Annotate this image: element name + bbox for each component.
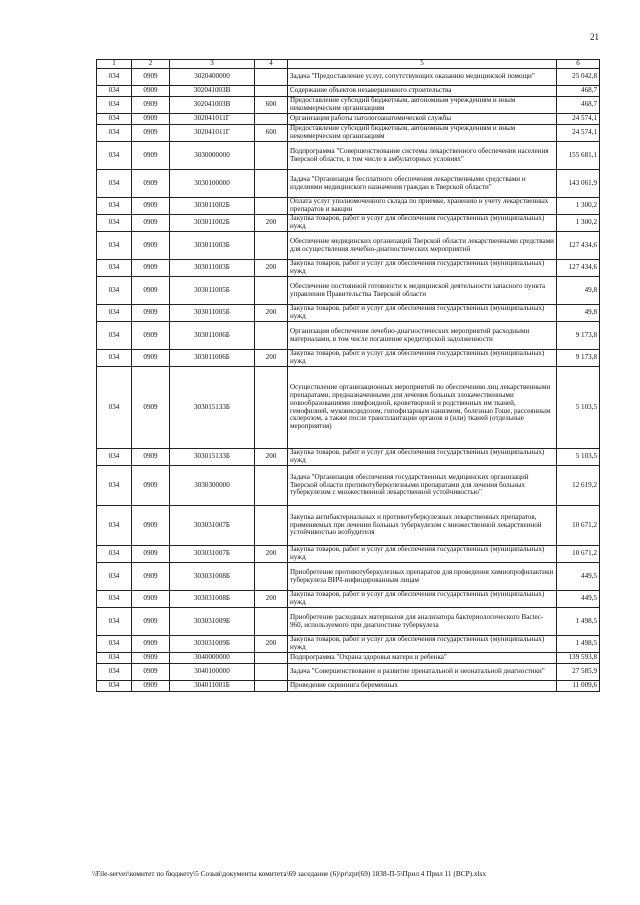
cell-c5: Закупка товаров, работ и услуг для обеспечения государственных (муниципальных) нужд: [288, 350, 557, 367]
cell-c1: 034: [97, 681, 132, 692]
cell-c4: [255, 86, 288, 97]
cell-c1: 034: [97, 322, 132, 350]
cell-c4: [255, 653, 288, 664]
cell-c5: Задача "Организация бесплатного обеспечения лекарственными средствами и изделиями медицинского назначения граждан в Тверской области": [288, 170, 557, 198]
cell-c6: 1 300,2: [557, 198, 600, 215]
cell-c3: 3040100000: [170, 664, 255, 681]
cell-c4: [255, 681, 288, 692]
cell-c4: [255, 198, 288, 215]
cell-c2: 0909: [132, 125, 170, 142]
footer-file-path: \\File-server\комитет по бюджету\5 Созыв\документы комитета\69 заседание (6)\pr\zpr(69) 1838-П-5\Прил 4 Прил 11 (ВСР).xlsx: [92, 869, 487, 878]
cell-c2: 0909: [132, 114, 170, 125]
cell-c2: 0909: [132, 563, 170, 591]
table-row: [97, 449, 600, 466]
cell-c3: 303031009Б: [170, 608, 255, 636]
cell-c2: 0909: [132, 367, 170, 449]
cell-c1: 034: [97, 97, 132, 114]
cell-c2: 0909: [132, 69, 170, 86]
cell-c6: 1 498,5: [557, 608, 600, 636]
cell-c5: Закупка товаров, работ и услуг для обеспечения государственных (муниципальных) нужд: [288, 546, 557, 563]
header-col-3: 3: [170, 60, 255, 69]
cell-c3: 303031009Б: [170, 636, 255, 653]
table-row: [97, 608, 600, 636]
cell-c4: [255, 466, 288, 506]
cell-c3: 303031007Б: [170, 506, 255, 546]
cell-c6: 1 300,2: [557, 215, 600, 232]
cell-c4: 200: [255, 591, 288, 608]
cell-c6: 155 681,1: [557, 142, 600, 170]
cell-c6: 9 173,8: [557, 350, 600, 367]
cell-c3: 304011001Б: [170, 681, 255, 692]
header-col-2: 2: [132, 60, 170, 69]
cell-c5: Организация работы патологоанатомической службы: [288, 114, 557, 125]
cell-c5: Проведение скрининга беременных: [288, 681, 557, 692]
cell-c3: 3020400000: [170, 69, 255, 86]
cell-c3: 302041003В: [170, 86, 255, 97]
cell-c2: 0909: [132, 664, 170, 681]
cell-c6: 5 103,5: [557, 367, 600, 449]
cell-c3: 303011006Б: [170, 350, 255, 367]
cell-c6: 49,8: [557, 305, 600, 322]
cell-c2: 0909: [132, 591, 170, 608]
cell-c2: 0909: [132, 350, 170, 367]
cell-c3: 3030000000: [170, 142, 255, 170]
table-row: [97, 232, 600, 260]
cell-c1: 034: [97, 546, 132, 563]
budget-table: [96, 59, 600, 692]
cell-c5: Задача "Предоставление услуг, сопутствующих оказанию медицинской помощи": [288, 69, 557, 86]
cell-c1: 034: [97, 350, 132, 367]
cell-c4: 200: [255, 350, 288, 367]
cell-c2: 0909: [132, 546, 170, 563]
cell-c4: [255, 170, 288, 198]
cell-c4: 200: [255, 260, 288, 277]
cell-c3: 3030300000: [170, 466, 255, 506]
cell-c4: [255, 232, 288, 260]
cell-c6: 9 173,8: [557, 322, 600, 350]
cell-c1: 034: [97, 608, 132, 636]
cell-c5: Осуществление организационных мероприятий по обеспечению лиц лекарственными препаратами, предназначенными для лечения больных злокачественными новообразованиями лимфоидной, кроветворной и родственных им тканей, гемофилией, муковисцидозом, гипофизарным нанизмом, болезнью Гоше, рассеянным склерозом, а также после трансплантации органов и (или) тканей (отдельные мероприятия): [288, 367, 557, 449]
cell-c1: 034: [97, 114, 132, 125]
cell-c4: 200: [255, 636, 288, 653]
cell-c1: 034: [97, 466, 132, 506]
cell-c6: 11 009,6: [557, 681, 600, 692]
cell-c6: 127 434,6: [557, 232, 600, 260]
cell-c1: 034: [97, 563, 132, 591]
table-header-row: [97, 60, 600, 69]
cell-c5: Задача "Организация обеспечения государственных медицинских организаций Тверской области противотуберкулезными препаратами для лечения больных туберкулезом с множественной лекарственной устойчивостью": [288, 466, 557, 506]
cell-c3: 303015133Б: [170, 449, 255, 466]
table-row: [97, 563, 600, 591]
cell-c5: Закупка товаров, работ и услуг для обеспечения государственных (муниципальных) нужд: [288, 260, 557, 277]
cell-c5: Оплата услуг уполномоченного склада по приемке, хранению и учету лекарственных препаратов и вакцин: [288, 198, 557, 215]
cell-c4: 600: [255, 97, 288, 114]
table-row: [97, 86, 600, 97]
cell-c3: 302041003В: [170, 97, 255, 114]
cell-c6: 10 671,2: [557, 506, 600, 546]
table-row: [97, 636, 600, 653]
cell-c4: 200: [255, 546, 288, 563]
cell-c4: [255, 114, 288, 125]
cell-c1: 034: [97, 664, 132, 681]
cell-c4: 600: [255, 125, 288, 142]
cell-c2: 0909: [132, 305, 170, 322]
cell-c1: 034: [97, 215, 132, 232]
cell-c2: 0909: [132, 86, 170, 97]
cell-c6: 24 574,1: [557, 114, 600, 125]
cell-c2: 0909: [132, 277, 170, 305]
header-col-1: 1: [97, 60, 132, 69]
cell-c6: 139 593,8: [557, 653, 600, 664]
cell-c2: 0909: [132, 142, 170, 170]
cell-c5: Закупка товаров, работ и услуг для обеспечения государственных (муниципальных) нужд: [288, 305, 557, 322]
cell-c1: 034: [97, 591, 132, 608]
cell-c1: 034: [97, 69, 132, 86]
cell-c3: 303011002Б: [170, 215, 255, 232]
cell-c1: 034: [97, 636, 132, 653]
cell-c1: 034: [97, 305, 132, 322]
cell-c4: 200: [255, 215, 288, 232]
table-row: [97, 198, 600, 215]
header-col-4: 4: [255, 60, 288, 69]
cell-c1: 034: [97, 142, 132, 170]
cell-c2: 0909: [132, 215, 170, 232]
cell-c6: 468,7: [557, 86, 600, 97]
cell-c3: 303031008Б: [170, 591, 255, 608]
cell-c1: 034: [97, 232, 132, 260]
cell-c5: Подпрограмма "Совершенствование системы лекарственного обеспечения населения Тверской области, в том числе в амбулаторных условиях": [288, 142, 557, 170]
cell-c4: [255, 367, 288, 449]
cell-c3: 303011006Б: [170, 322, 255, 350]
cell-c6: 12 619,2: [557, 466, 600, 506]
cell-c5: Содержание объектов незавершенного строительства: [288, 86, 557, 97]
cell-c6: 25 042,8: [557, 69, 600, 86]
table-row: [97, 681, 600, 692]
cell-c3: 303011005Б: [170, 277, 255, 305]
cell-c3: 303031007Б: [170, 546, 255, 563]
cell-c6: 1 498,5: [557, 636, 600, 653]
cell-c6: 27 585,9: [557, 664, 600, 681]
cell-c4: [255, 664, 288, 681]
cell-c2: 0909: [132, 97, 170, 114]
cell-c1: 034: [97, 198, 132, 215]
cell-c5: Закупка товаров, работ и услуг для обеспечения государственных (муниципальных) нужд: [288, 449, 557, 466]
table-row: [97, 215, 600, 232]
cell-c4: [255, 142, 288, 170]
cell-c1: 034: [97, 170, 132, 198]
cell-c2: 0909: [132, 653, 170, 664]
table-row: [97, 367, 600, 449]
table-row: [97, 506, 600, 546]
cell-c4: [255, 322, 288, 350]
cell-c4: [255, 506, 288, 546]
table-row: [97, 125, 600, 142]
cell-c4: [255, 608, 288, 636]
table-row: [97, 277, 600, 305]
cell-c5: Задача "Совершенствование и развитие пренатальной и неонатальной диагностики": [288, 664, 557, 681]
cell-c4: 200: [255, 449, 288, 466]
cell-c6: 449,5: [557, 591, 600, 608]
header-col-6: 6: [557, 60, 600, 69]
cell-c6: 5 103,5: [557, 449, 600, 466]
cell-c1: 034: [97, 653, 132, 664]
cell-c3: 303011003Б: [170, 260, 255, 277]
cell-c3: 302041011Г: [170, 114, 255, 125]
table-row: [97, 170, 600, 198]
cell-c6: 10 671,2: [557, 546, 600, 563]
table-row: [97, 260, 600, 277]
cell-c5: Обеспечение постоянной готовности к медицинской деятельности запасного пункта управления Правительства Тверской области: [288, 277, 557, 305]
table-row: [97, 591, 600, 608]
cell-c1: 034: [97, 506, 132, 546]
cell-c4: 200: [255, 305, 288, 322]
cell-c5: Закупка товаров, работ и услуг для обеспечения государственных (муниципальных) нужд: [288, 215, 557, 232]
cell-c5: Предоставление субсидий бюджетным, автономным учреждениям и иным некоммерческим организациям: [288, 125, 557, 142]
cell-c5: Закупка антибактериальных и противотуберкулезных лекарственных препаратов, применяемых при лечении больных туберкулезом с множественной лекарственной устойчивостью возбудителя: [288, 506, 557, 546]
table-row: [97, 69, 600, 86]
cell-c3: 303015133Б: [170, 367, 255, 449]
cell-c5: Обеспечение медицинских организаций Тверской области лекарственными средствами для осуществления лечебно-диагностических мероприятий: [288, 232, 557, 260]
cell-c3: 303011005Б: [170, 305, 255, 322]
cell-c3: 303011002Б: [170, 198, 255, 215]
cell-c2: 0909: [132, 506, 170, 546]
cell-c5: Организация обеспечения лечебно-диагностических мероприятий расходными материалами, в том числе погашение кредиторской задолженности: [288, 322, 557, 350]
cell-c5: Подпрограмма "Охрана здоровья матери и ребенка": [288, 653, 557, 664]
cell-c6: 127 434,6: [557, 260, 600, 277]
cell-c1: 034: [97, 125, 132, 142]
table-row: [97, 466, 600, 506]
cell-c4: [255, 277, 288, 305]
cell-c1: 034: [97, 367, 132, 449]
cell-c3: 303031008Б: [170, 563, 255, 591]
table-row: [97, 114, 600, 125]
cell-c2: 0909: [132, 608, 170, 636]
cell-c2: 0909: [132, 449, 170, 466]
cell-c3: 302041011Г: [170, 125, 255, 142]
cell-c3: 3030100000: [170, 170, 255, 198]
cell-c3: 3040000000: [170, 653, 255, 664]
cell-c2: 0909: [132, 232, 170, 260]
table-row: [97, 653, 600, 664]
cell-c1: 034: [97, 449, 132, 466]
cell-c2: 0909: [132, 198, 170, 215]
cell-c5: Приобретение противотуберкулезных препаратов для проведения химиопрофилактики туберкулеза ВИЧ-инфицированным лицам: [288, 563, 557, 591]
cell-c2: 0909: [132, 466, 170, 506]
cell-c2: 0909: [132, 170, 170, 198]
table-row: [97, 546, 600, 563]
cell-c2: 0909: [132, 260, 170, 277]
cell-c6: 49,8: [557, 277, 600, 305]
cell-c3: 303011003Б: [170, 232, 255, 260]
cell-c6: 449,5: [557, 563, 600, 591]
cell-c4: [255, 563, 288, 591]
cell-c1: 034: [97, 260, 132, 277]
page-number: 21: [590, 32, 599, 42]
cell-c5: Приобретение расходных материалов для анализатора бактериологического Bactec-960, используемого при диагностике туберкулеза: [288, 608, 557, 636]
table-row: [97, 664, 600, 681]
cell-c1: 034: [97, 277, 132, 305]
cell-c2: 0909: [132, 681, 170, 692]
header-col-5: 5: [288, 60, 557, 69]
cell-c5: Закупка товаров, работ и услуг для обеспечения государственных (муниципальных) нужд: [288, 636, 557, 653]
table-row: [97, 350, 600, 367]
cell-c6: 468,7: [557, 97, 600, 114]
cell-c5: Предоставление субсидий бюджетным, автономным учреждениям и иным некоммерческим организациям: [288, 97, 557, 114]
cell-c2: 0909: [132, 636, 170, 653]
table-row: [97, 97, 600, 114]
table-row: [97, 322, 600, 350]
cell-c1: 034: [97, 86, 132, 97]
cell-c4: [255, 69, 288, 86]
table-row: [97, 142, 600, 170]
cell-c6: 24 574,1: [557, 125, 600, 142]
table-row: [97, 305, 600, 322]
cell-c2: 0909: [132, 322, 170, 350]
cell-c5: Закупка товаров, работ и услуг для обеспечения государственных (муниципальных) нужд: [288, 591, 557, 608]
cell-c6: 143 061,9: [557, 170, 600, 198]
